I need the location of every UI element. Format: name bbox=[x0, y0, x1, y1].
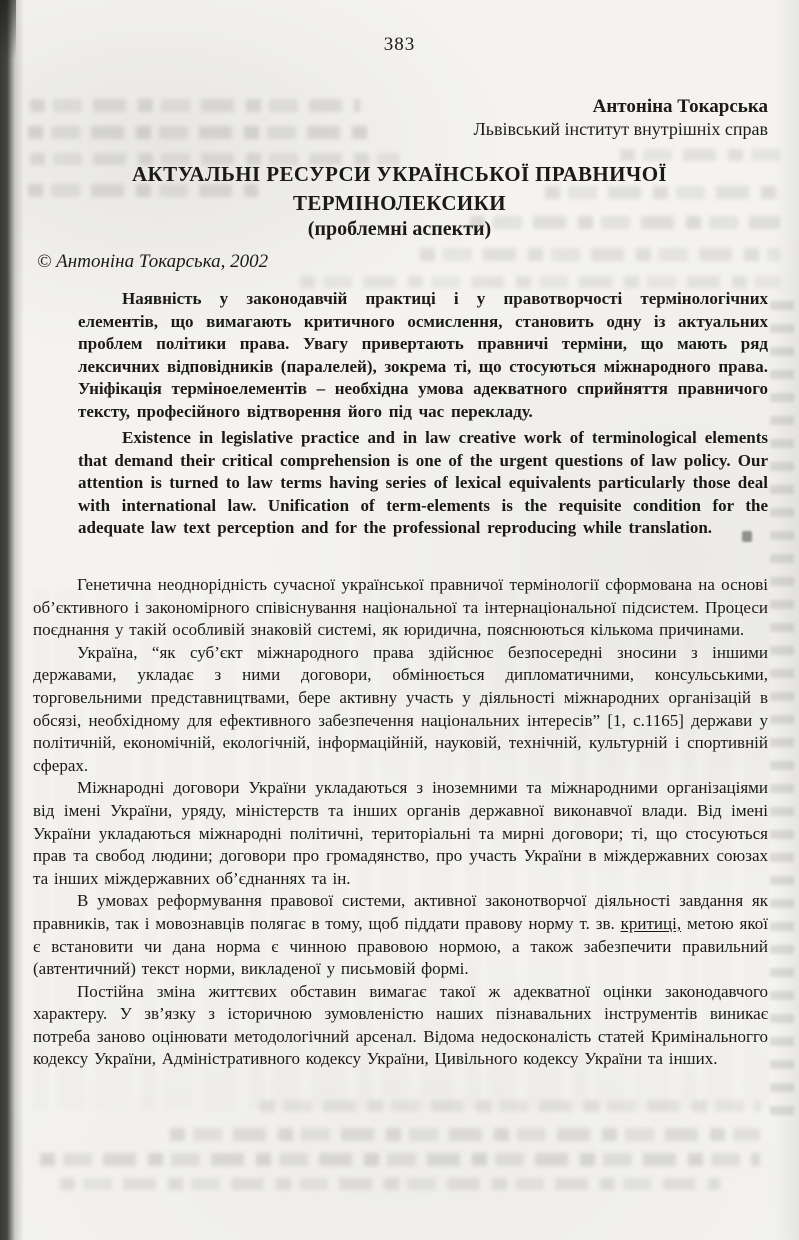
body-paragraph-4-end: метою якої є встановити чи дана норма є чинною правовою нормою, а також забезпечити правильний (автентичний) текст норми, викладеної у письмовій формі. bbox=[33, 913, 768, 979]
abstract-ukrainian: Наявність у законодавчій практиці і у правотворчості термінологічних елементів, що вимагають критичного осмислення, становить одну із актуальних проблем політики права. Увагу привертають правничі терміни, що мають ряд лексичних відповідників (паралелей), зокрема ті, що стосуються міжнародного права. Уніфікація терміноелементів – необхідна умова адекватного сприйняття правничого тексту, професійного відтворення його під час перекладу. bbox=[78, 289, 768, 421]
copyright-line: © Антоніна Токарська, 2002 bbox=[37, 251, 269, 272]
article-title-line2: ТЕРМІНОЛЕКСИКИ bbox=[292, 191, 507, 215]
body-paragraph-4 bbox=[33, 890, 768, 980]
scan-left-edge-shadow bbox=[0, 0, 24, 1240]
article-title-line1: АКТУАЛЬНІ РЕСУРСИ УКРАЇНСЬКОЇ ПРАВНИЧОЇ bbox=[131, 162, 668, 186]
article-body bbox=[33, 574, 768, 1071]
abstract-english: Existence in legislative practice and in law creative work of terminological elements that demand their critical comprehension is one of the urgent questions of law policy. Our attention is turned to law terms having series of lexical equivalents particularly those deal with international law. Unification of term-elements is the requisite condition for the adequate law text perception and for the professional reproducing while translation. bbox=[78, 428, 768, 537]
author-block bbox=[474, 95, 768, 141]
author-affiliation: Львівський інститут внутрішніх справ bbox=[473, 119, 768, 139]
body-paragraph-5: Постійна зміна життєвих обставин вимагає такої ж адекватної оцінки законодавчого характеру. У зв’язку з історичною зумовленістю наших пізнавальних інструментів виникає потреба заново оцінювати методологічний арсенал. Відома недосконалість статей Кримінальногго кодексу України, Адміністративного кодексу України, Цивільного кодексу України та інших. bbox=[33, 981, 768, 1069]
author-name: Антоніна Токарська bbox=[592, 96, 768, 117]
bleedthrough-margin-marks bbox=[770, 295, 794, 1115]
bleedthrough-smudge bbox=[300, 276, 780, 288]
bleedthrough-smudge bbox=[170, 1128, 760, 1141]
body-paragraph-1: Генетична неоднорідність сучасної української правничої термінології сформована на основі об’єктивного і закономірного співіснування національної та інтернаціональної підсистем. Процеси поєднання у такій особливій знаковій системі, як юридична, пояснюються кількома причинами. bbox=[33, 575, 768, 640]
bleedthrough-smudge bbox=[60, 1178, 720, 1190]
bleedthrough-smudge bbox=[28, 126, 373, 139]
article-subtitle: (проблемні аспекти) bbox=[307, 218, 492, 240]
body-paragraph-2: Україна, “як суб’єкт міжнародного права здійснює безпосередні зносини з іншими державами, укладає з ними договори, обмінюється дипломатичними, консульськими, торговельними представництвами, бере активну участь у діяльності міжнародних організацій в обсязі, необхідному для ефективного забезпечення національних інтересів” [1, с.1165] держави у політичній, економічній, екологічній, інформаційній, науковій, технічній, культурній і спортивній сферах. bbox=[33, 642, 768, 775]
bleedthrough-smudge bbox=[40, 1153, 760, 1166]
page-number: 383 bbox=[383, 34, 416, 55]
bleedthrough-smudge bbox=[30, 99, 360, 112]
body-paragraph-3: Міжнародні договори України укладаються з іноземними та міжнародними організаціями від імені України, уряду, міністерств та інших органів державної виконавчої влади. Від імені України укладаються міжнародні політичні, територіальні та мирні договори; ті, що стосуються прав та свобод людини; договори про громадянство, про участь України в міждержавних союзах та інших міждержавних об’єднаннях та ін. bbox=[33, 778, 768, 888]
article-title bbox=[40, 160, 759, 218]
body-paragraph-4-start: В умовах реформування правової системи, активної законотворчої діяльності завдання як правників, так і мовознавців полягає в тому, щоб піддати правову норму т. зв. bbox=[33, 891, 768, 933]
bleedthrough-smudge bbox=[260, 1100, 760, 1112]
underlined-term: критиці, bbox=[620, 913, 682, 933]
bleedthrough-smudge bbox=[420, 248, 780, 261]
